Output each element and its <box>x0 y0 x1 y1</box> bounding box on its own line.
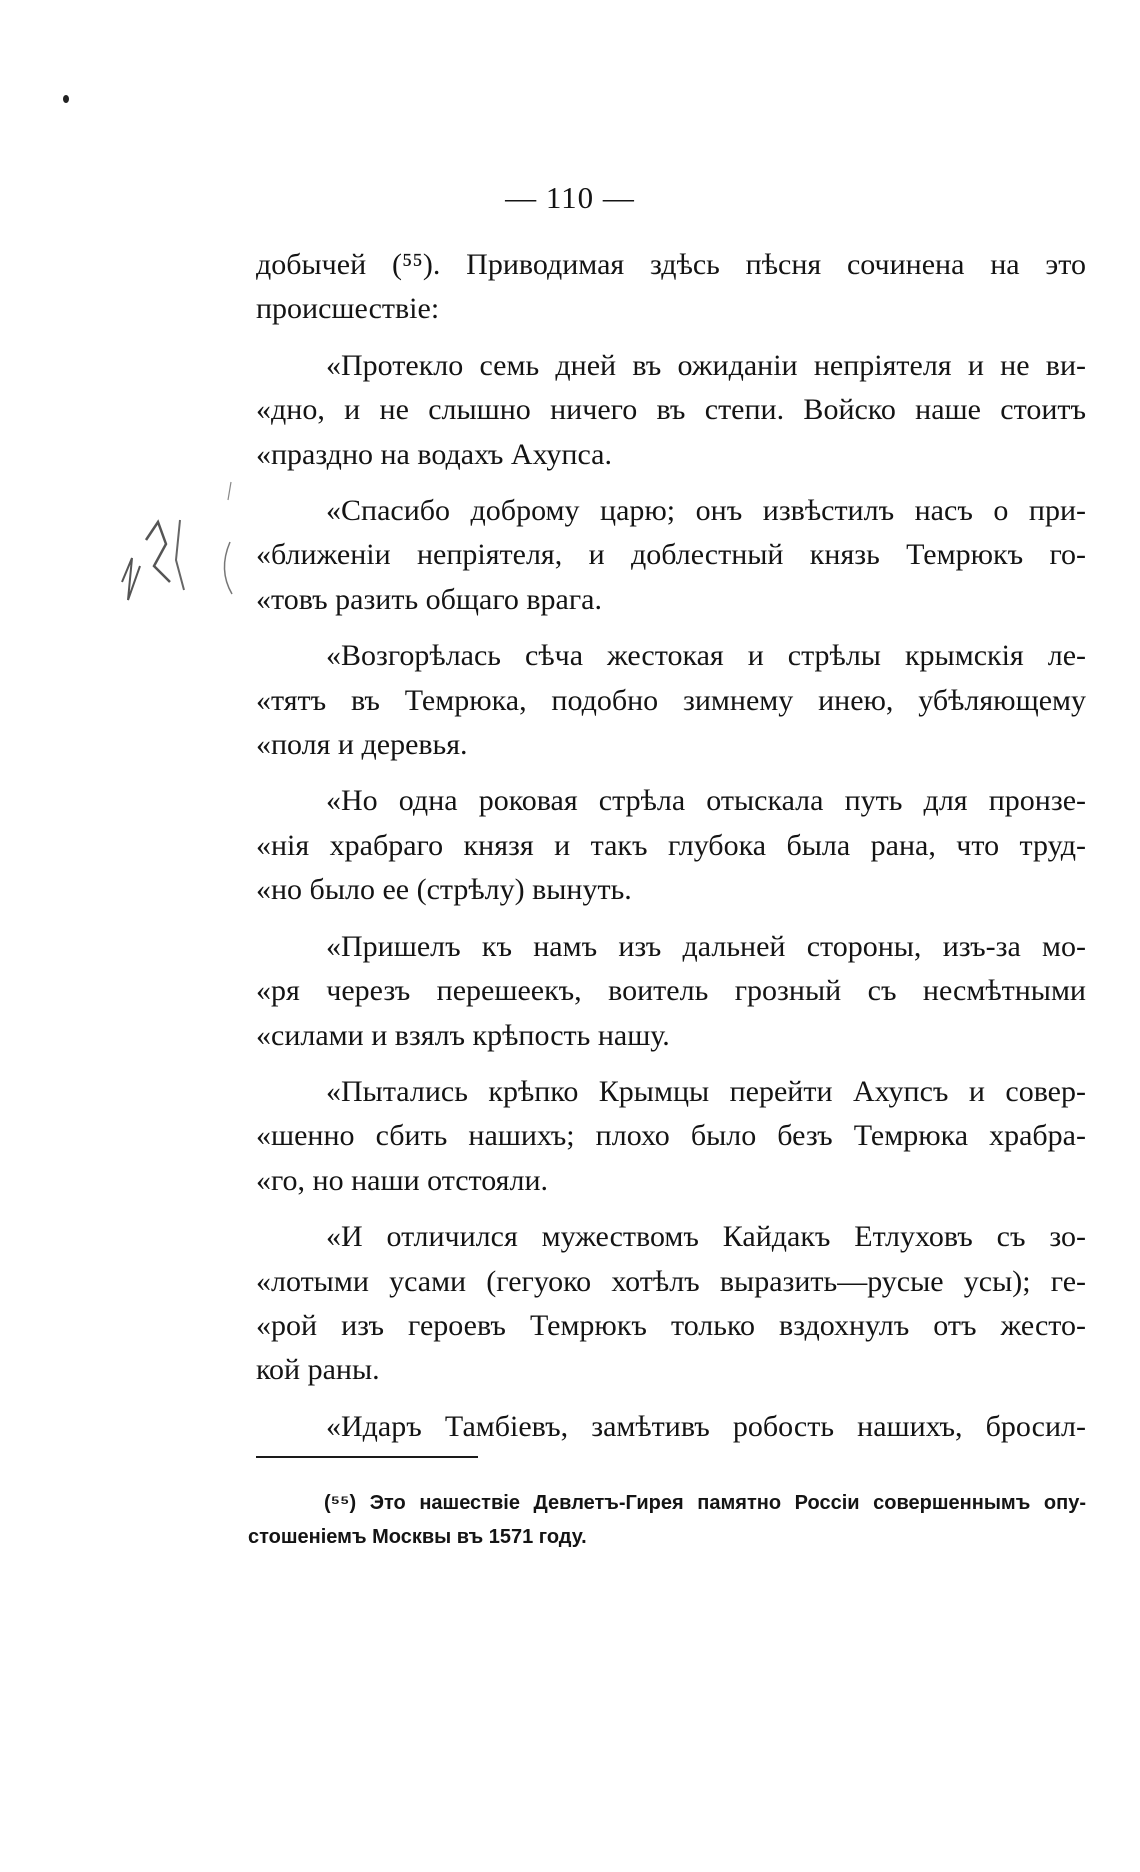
text-line: добычей (⁵⁵). Приводимая здѣсь пѣсня сочинена на это <box>256 248 1086 281</box>
page-number: — 110 — <box>505 180 635 215</box>
text-line: «товъ разить общаго врага. <box>256 582 602 616</box>
text-line: «лотыми усами (гегуоко хотѣлъ выразить—русые усы); ге- <box>256 1264 1086 1298</box>
paragraph-gap <box>256 767 1086 779</box>
text-line: «ря черезъ перешеекъ, воитель грозный съ несмѣтными <box>256 974 1086 1008</box>
text-line: «дно, и не слышно ничего въ степи. Войско наше стоитъ <box>256 393 1086 427</box>
text-line: «Но одна роковая стрѣла отыскала путь для пронзе- <box>326 784 1086 818</box>
text-line: «Спасибо доброму царю; онъ извѣстилъ насъ о при- <box>326 494 1086 528</box>
text-line: «И отличился мужествомъ Кайдакъ Етлуховъ съ зо- <box>326 1220 1086 1254</box>
paragraph-gap <box>256 913 1086 925</box>
text-line: «шенно сбить нашихъ; плохо было безъ Темрюка храбра- <box>256 1119 1086 1153</box>
text-line: «тятъ въ Темрюка, подобно зимнему инею, убѣляющему <box>256 683 1086 717</box>
text-line: «Возгорѣлась сѣча жестокая и стрѣлы крымскія ле- <box>326 639 1086 673</box>
paragraph-gap <box>256 1203 1086 1215</box>
text-line: «Протекло семь дней въ ожиданіи непріятеля и не ви- <box>326 348 1086 382</box>
text-line: кой раны. <box>256 1353 380 1387</box>
text-line: «праздно на водахъ Ахупса. <box>256 437 612 471</box>
footnote <box>248 1486 1086 1554</box>
text-line: «Идаръ Тамбіевъ, замѣтивъ робость нашихъ, бросил- <box>326 1409 1086 1443</box>
text-line: «Пришелъ къ намъ изъ дальней стороны, изъ-за мо- <box>326 929 1086 963</box>
text-line: происшествіе: <box>256 292 440 326</box>
handwritten-margin-mark <box>110 470 250 640</box>
paragraph-gap <box>256 332 1086 344</box>
text-line: «поля и деревья. <box>256 728 468 762</box>
ink-speck <box>63 95 69 103</box>
text-line: «рой изъ героевъ Темрюкъ только вздохнулъ отъ жесто- <box>256 1308 1086 1342</box>
text-line: «нія храбраго князя и такъ глубока была рана, что труд- <box>256 828 1086 862</box>
footnote-line: стошеніемъ Москвы въ 1571 году. <box>248 1526 587 1548</box>
text-line: «силами и взялъ крѣпость нашу. <box>256 1018 670 1052</box>
text-line: «Пытались крѣпко Крымцы перейти Ахупсъ и совер- <box>326 1074 1086 1108</box>
paragraph-gap <box>256 477 1086 489</box>
footnote-separator <box>256 1456 478 1458</box>
text-line: «ближеніи непріятеля, и доблестный князь Темрюкъ го- <box>256 538 1086 572</box>
text-line: «но было ее (стрѣлу) вынуть. <box>256 873 632 907</box>
text-line: «го, но наши отстояли. <box>256 1163 549 1197</box>
paragraph-gap <box>256 1058 1086 1070</box>
paragraph-gap <box>256 622 1086 634</box>
paragraph-gap <box>256 1393 1086 1405</box>
body-text <box>256 243 1086 1449</box>
footnote-line: (⁵⁵) Это нашествіе Девлетъ-Гирея памятно Россіи совершеннымъ опу- <box>324 1492 1086 1514</box>
